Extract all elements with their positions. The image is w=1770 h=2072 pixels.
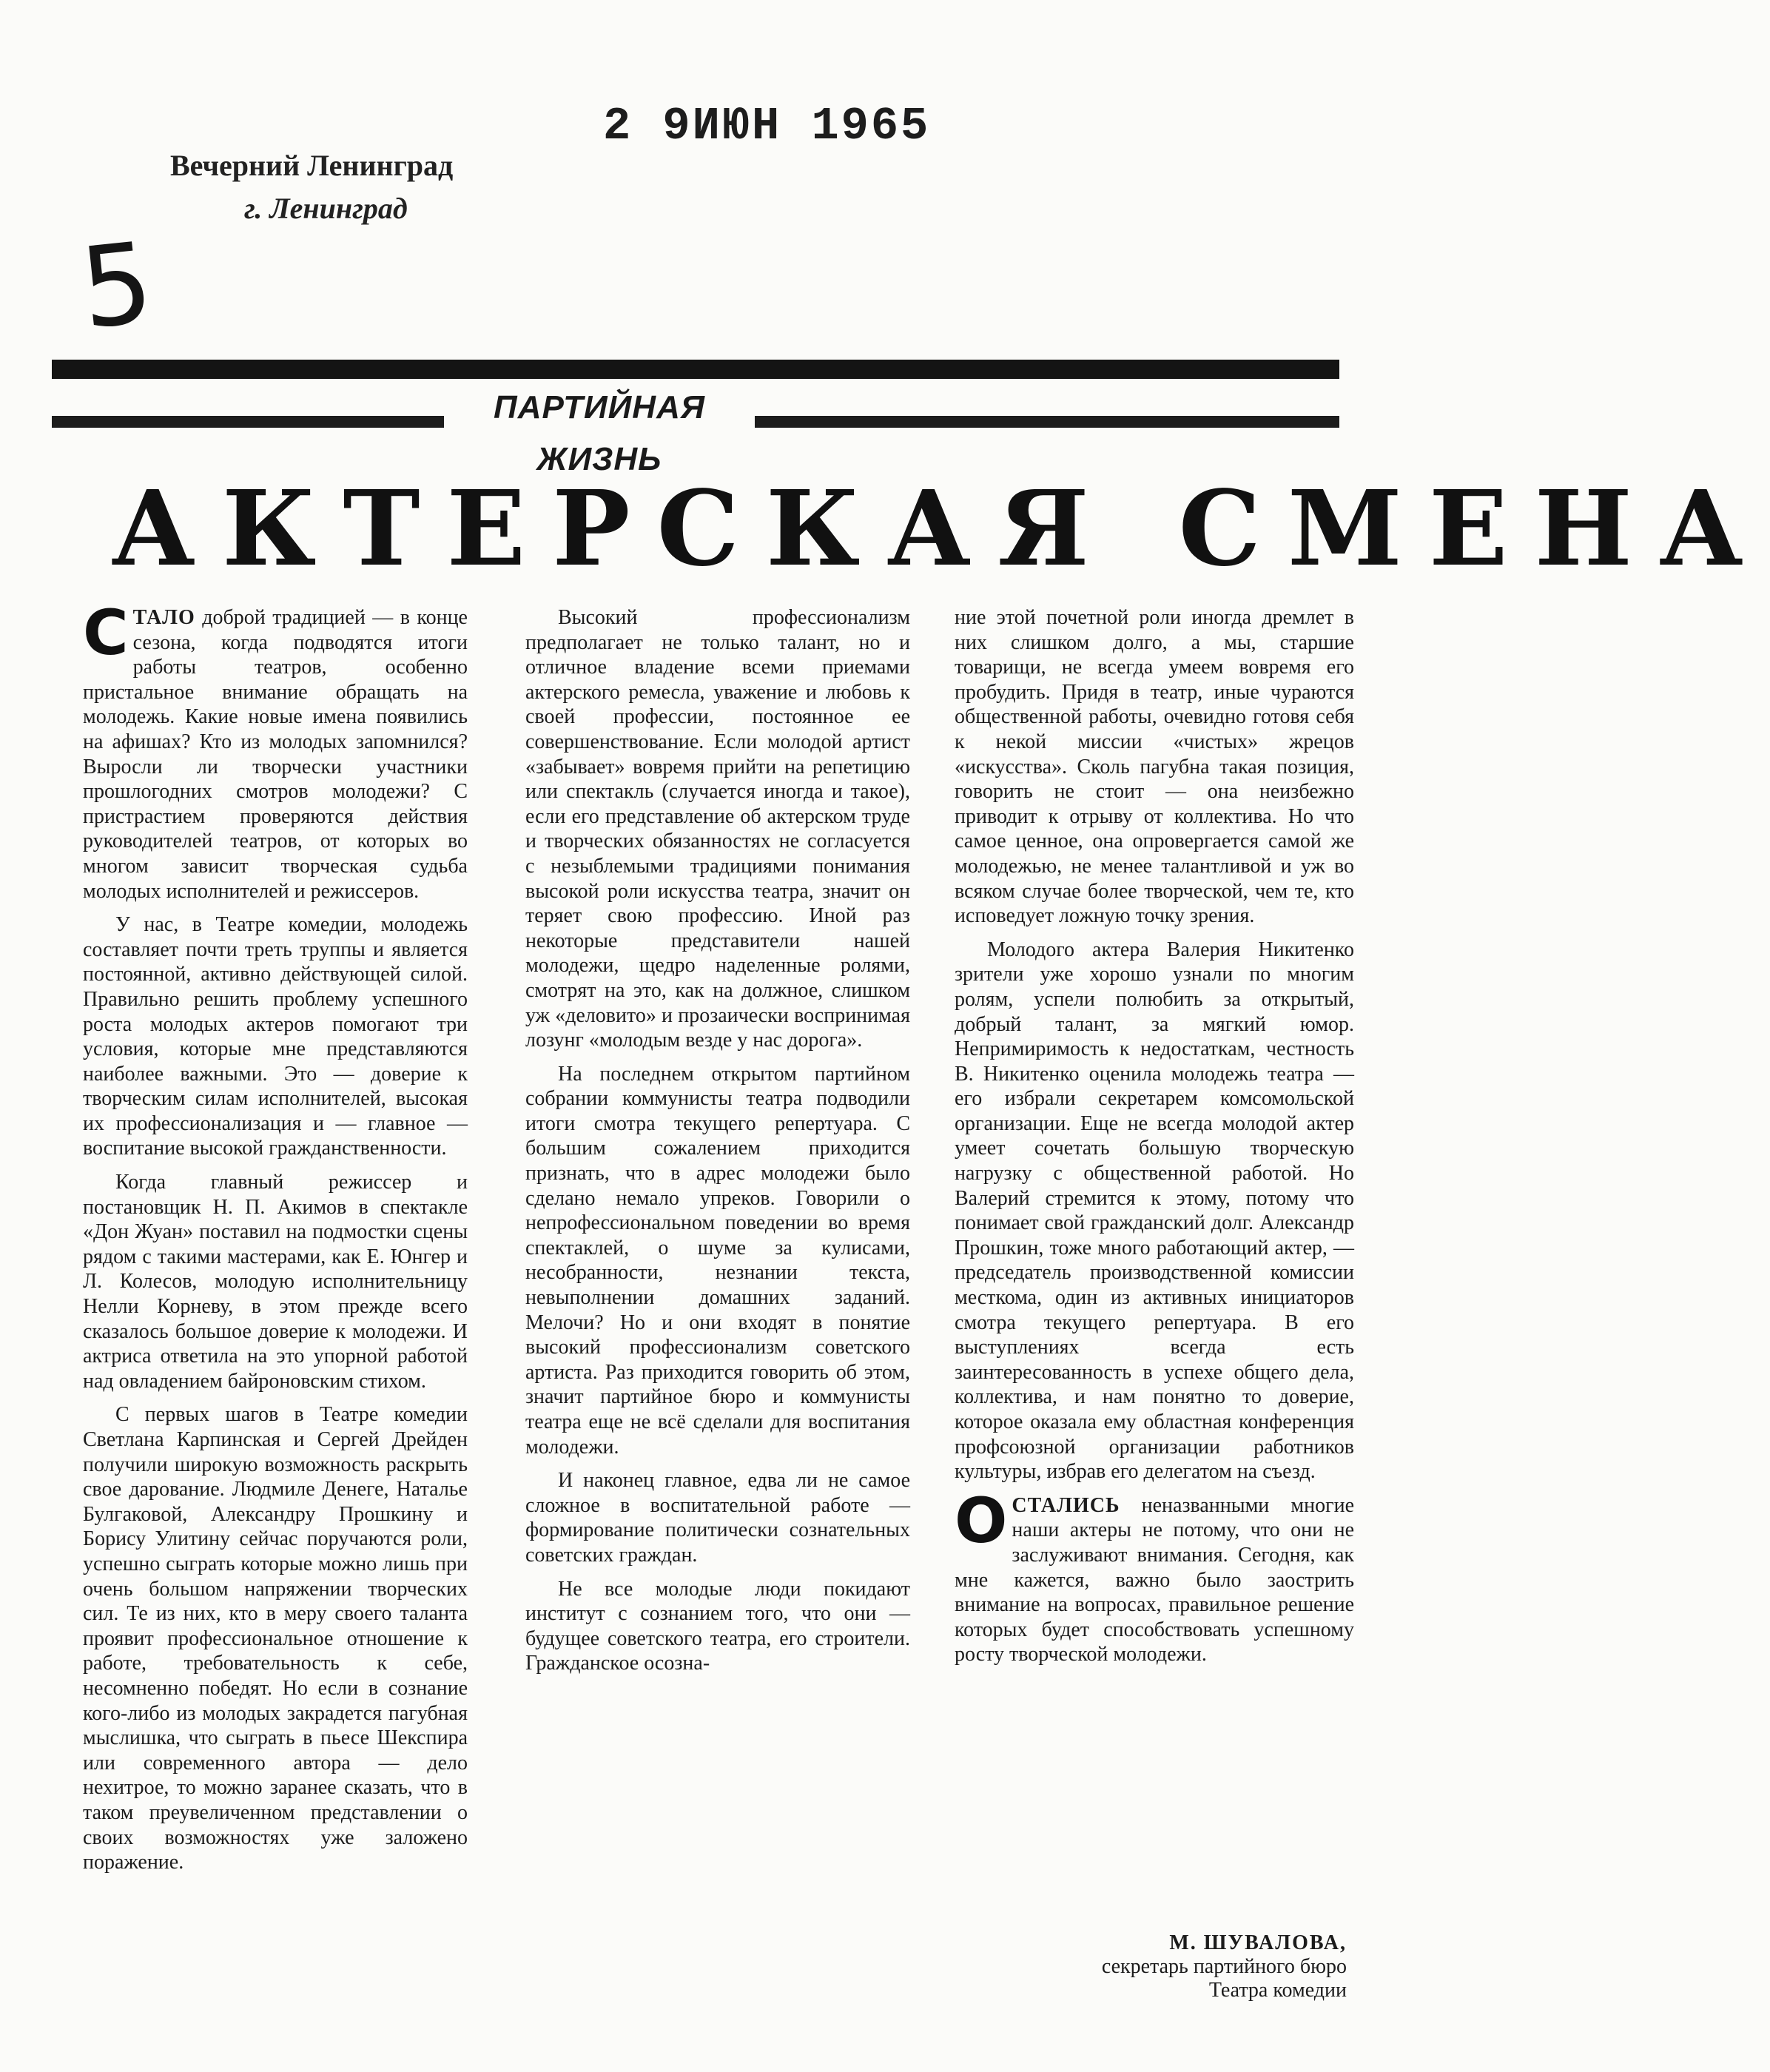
newspaper-name: Вечерний Ленинград (170, 149, 454, 182)
newspaper-city: г. Ленинград (244, 192, 408, 225)
author-signature (955, 1931, 1354, 2002)
author-title: Театра комедии (1208, 1979, 1347, 2002)
paragraph (955, 1484, 1354, 1667)
article-column-1 (83, 596, 468, 1884)
paragraph: Когда главный режиссер и постановщик Н. П. Акимов в спектакле «Дон Жуан» поставил на подмостки сцены рядом с такими мастерами, как Е. Юнгер и Л. Колесов, молодую исполнительницу Нелли Корневу, в этом прежде всего сказалось большое доверие к молодежи. И актриса ответила на это упорной работой над овладением байроновским стихом. (83, 1171, 468, 1393)
article-column-3 (955, 605, 1354, 1676)
article-column-2 (525, 605, 910, 1685)
paragraph: Высокий профессионализм предполагает не только талант, но и отличное владение всеми приемами актерского ремесла, уважение и любовь к своей профессии, постоянное ее совершенствование. Если молодой артист «забывает» вовремя прийти на репетицию или спектакль (случается иногда и такое), если его представление об актерском труде и творческих обязанностях не согласуется с незыблемыми традициями понимания высокой роли искусства театра, значит он теряет свою профессию. Иной раз некоторые представители нашей молодежи, щедро наделенные ролями, смотрят на это, как на должное, слишком уж «деловито» и прозаически воспринимая лозунг «молодым везде у нас дорога». (525, 606, 910, 1052)
drop-cap: О (955, 1484, 1008, 1557)
paragraph: С первых шагов в Театре комедии Светлана Карпинская и Сергей Дрейден получили широкую возможность раскрыть свое дарование. Людмиле Денеге, Наталье Булгаковой, Александру Прошкину и Борису Улитину сейчас поручаются роли, успешно сыграть которые можно лишь при очень большом напряжении творческих сил. Те из них, кто в меру своего таланта проявит профессиональное отношение к работе, требовательность к себе, несомненно победят. Но если в сознание кого-либо из молодых закрадется пагубная мыслишка, что сыграть в пьесе Шекспира или современного автора — дело нехитрое, то можно заранее сказать, что в таком преувеличенном представлении о своих возможностях уже заложено поражение. (83, 1403, 468, 1874)
lead-word: ТАЛО (132, 606, 195, 629)
paragraph: У нас, в Театре комедии, молодежь составляет почти треть труппы и является постоянной, активно действующей силой. Правильно решить проблему успешного роста молодых актеров помогают три условия, которые мне представляются наиболее важными. Это — доверие к творческим силам исполнителей, высокая их профессионализация и — главное — воспитание высокой гражданственности. (83, 913, 468, 1160)
handwritten-page-number: 5 (75, 218, 159, 354)
rubric-label: ПАРТИЙНАЯ ЖИЗНЬ (444, 382, 755, 434)
paragraph: И наконец главное, едва ли не самое сложное в воспитательной работе — формирование политически сознательных советских граждан. (525, 1469, 910, 1567)
author-title: секретарь партийного бюро (1101, 1955, 1347, 1978)
paragraph: Не все молодые люди покидают институт с сознанием того, что они — будущее советского театра, его строители. Гражданское осозна- (525, 1577, 910, 1675)
drop-cap: С (83, 596, 129, 669)
date-stamp: 2 9ИЮН 1965 (603, 100, 931, 152)
paragraph-text: доброй традицией — в конце сезона, когда подводятся итоги работы театров, особенно пристальное внимание обращать на молодежь. Какие новые имена появились на афишах? Кто из молодых запомнился? Выросли ли творчески участники прошлогодних смотров молодежи? С пристрастием проверяются действия руководителей театров, от которых во многом зависит творческая судьба молодых исполнителей и режиссеров. (83, 606, 468, 903)
paragraph: На последнем открытом партийном собрании коммунисты театра подводили итоги смотра текущего репертуара. С большим сожалением приходится признать, что в адрес молодежи было сделано немало упреков. Говорили о непрофессиональном поведении во время спектаклей, о шуме за кулисами, несобранности, незнании текста, невыполнении домашних заданий. Мелочи? Но и они входят в понятие высокий профессионализм советского артиста. Раз приходится говорить об этом, значит партийное бюро и коммунисты театра еще не всё сделали для воспитания молодежи. (525, 1062, 910, 1459)
paragraph: Молодого актера Валерия Никитенко зрители уже хорошо узнали по многим ролям, успели полюбить за открытый, добрый талант, за мягкий юмор. Непримиримость к недостаткам, честность В. Никитенко оценила молодежь театра — его избрали секретарем комсомольской организации. Еще не всегда молодой актер умеет сочетать большую творческую нагрузку с общественной работой. Но Валерий стремится к этому, потому что понимает свой гражданский долг. Александр Прошкин, тоже много работающий актер, — председатель производственной комиссии месткома, один из активных инициаторов смотра текущего репертуара. В его выступлениях всегда есть заинтересованность в успехе общего дела, коллектива, и нам понятно то доверие, которое оказала ему областная конференция профсоюзной организации работников культуры, избрав его делегатом на съезд. (955, 938, 1354, 1484)
top-rule (52, 360, 1339, 379)
author-name: М. ШУВАЛОВА, (1169, 1931, 1347, 1954)
lead-word: СТАЛИСЬ (1012, 1493, 1120, 1517)
article-title: АКТЕРСКАЯ СМЕНА (111, 468, 1770, 590)
paragraph-text: неназванными многие наши актеры не потому, что они не заслуживают внимания. Сегодня, как мне кажется, важно было заострить внимание на вопросах, правильное решение которых будет способствовать успешному росту творческой молодежи. (955, 1493, 1354, 1666)
paragraph (83, 596, 468, 904)
paragraph: ние этой почетной роли иногда дремлет в них слишком долго, а мы, старшие товарищи, не всегда умеем вовремя его пробудить. Придя в театр, иные чураются общественной работы, очевидно готовя себя к некой миссии «чистых» жрецов «искусства». Сколь пагубна такая позиция, говорить не стоит — она неизбежно приводит к отрыву от коллектива. Но что самое ценное, она опровергается самой же молодежью, не менее талантливой и уж во всяком случае более творческой, чем те, кто исповедует ложную точку зрения. (955, 606, 1354, 928)
